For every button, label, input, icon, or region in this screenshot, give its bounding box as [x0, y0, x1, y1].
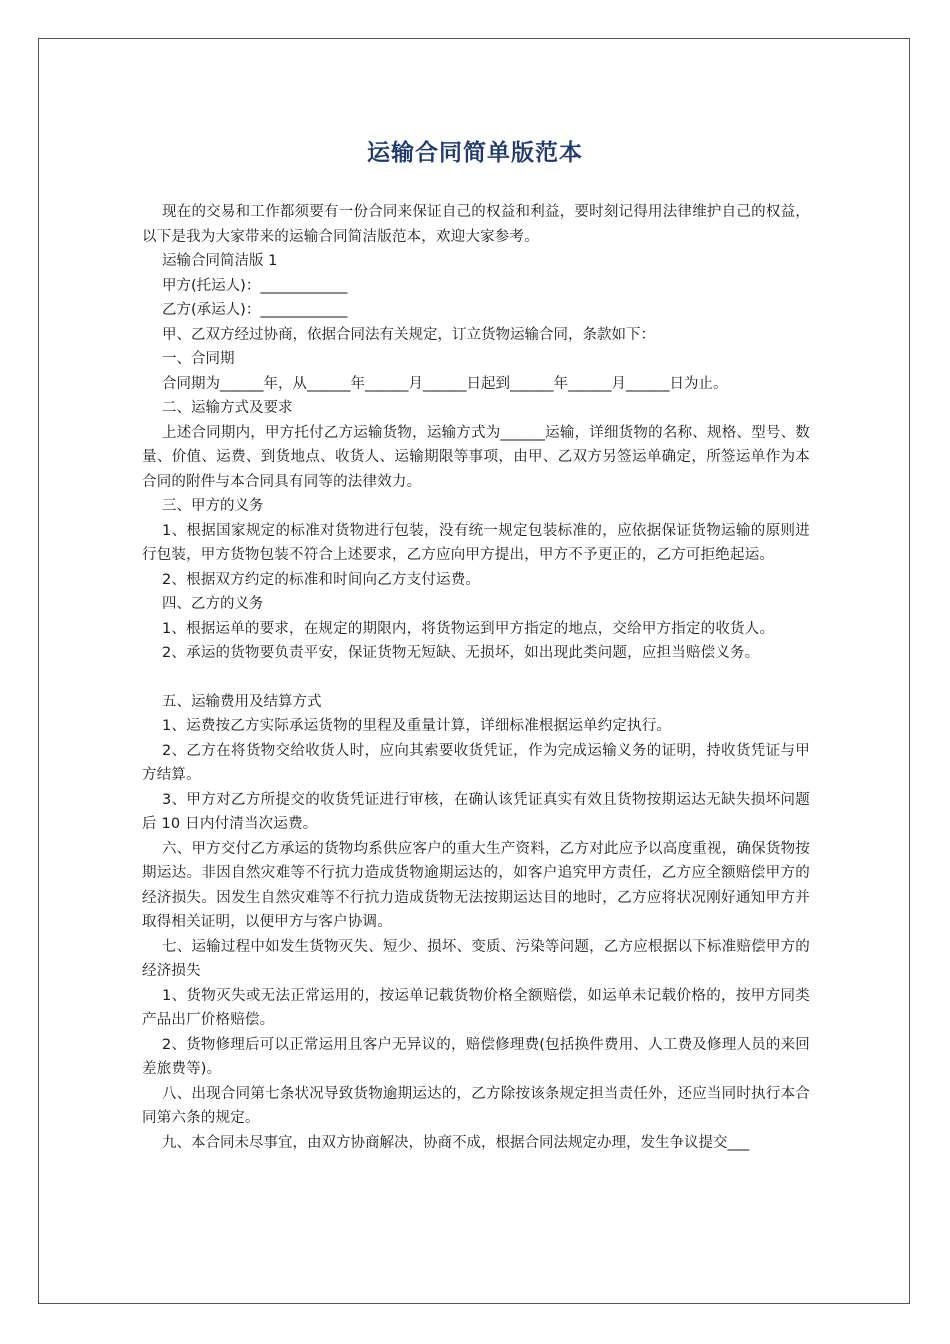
version-label: 运输合同简洁版 1 — [162, 253, 278, 269]
section-6: 六、甲方交付乙方承运的货物均系供应客户的重大生产资料，乙方对此应予以高度重视，确保货物按期运达。非因自然灾难等不行抗力造成货物逾期运达的，如客户追究甲方责任，乙方应全额赔偿甲方的经济损失。因发生自然灾难等不行抗力造成货物无法按期运达目的地时，乙方应将状况刚好通知甲方并取得相关证明，以便甲方与客户协调。 — [142, 840, 810, 930]
section-1-heading: 一、合同期 — [162, 351, 235, 367]
section-5-item-2: 2、乙方在将货物交给收货人时，应向其索要收货凭证，作为完成运输义务的证明，持收货凭证与甲方结算。 — [142, 742, 810, 783]
section-7-item-2: 2、货物修理后可以正常运用且客户无异议的，赔偿修理费(包括换件费用、人工费及修理人员的来回差旅费等)。 — [142, 1036, 810, 1077]
section-5-item-1: 1、运费按乙方实际承运货物的里程及重量计算，详细标准根据运单约定执行。 — [162, 718, 672, 734]
section-1-body: 合同期为______年，从______年______月______日起到______年______月______日为止。 — [162, 375, 728, 392]
section-3-item-1: 1、根据国家规定的标准对货物进行包装，没有统一规定包装标准的，应依据保证货物运输的原则进行包装，甲方货物包装不符合上述要求，乙方应向甲方提出，甲方不予更正的，乙方可拒绝起运。 — [142, 522, 810, 563]
section-7-item-1: 1、货物灭失或无法正常运用的，按运单记载货物价格全额赔偿，如运单未记载价格的，按甲方同类产品出厂价格赔偿。 — [142, 987, 810, 1028]
section-5-heading: 五、运输费用及结算方式 — [162, 693, 322, 710]
section-9: 九、本合同未尽事宜，由双方协商解决，协商不成，根据合同法规定办理，发生争议提交___ — [162, 1134, 750, 1151]
section-3-item-2: 2、根据双方约定的标准和时间向乙方支付运费。 — [162, 571, 481, 588]
spacer — [142, 666, 810, 690]
section-4-item-1: 1、根据运单的要求，在规定的期限内，将货物运到甲方指定的地点，交给甲方指定的收货人。 — [162, 620, 775, 637]
preamble: 甲、乙双方经过协商，依据合同法有关规定，订立货物运输合同，条款如下： — [162, 326, 655, 343]
section-2-body: 上述合同期内，甲方托付乙方运输货物，运输方式为______运输，详细货物的名称、规格、型号、数量、价值、运费、到货地点、收货人、运输期限等事项，由甲、乙双方另签运单确定，所签运单作为本合同的附件与本合同具有同等的法律效力。 — [142, 424, 810, 490]
section-7: 七、运输过程中如发生货物灭失、短少、损坏、变质、污染等问题，乙方应根据以下标准赔偿甲方的经济损失 — [142, 938, 810, 979]
document-body — [142, 200, 810, 1155]
document-title: 运输合同简单版范本 — [367, 140, 583, 166]
party-b-line: 乙方(承运人)：____________ — [162, 302, 348, 318]
section-2-heading: 二、运输方式及要求 — [162, 400, 293, 416]
section-4-heading: 四、乙方的义务 — [162, 596, 264, 612]
section-5-item-3: 3、甲方对乙方所提交的收货凭证进行审核，在确认该凭证真实有效且货物按期运达无缺失损坏问题后 10 日内付清当次运费。 — [142, 791, 810, 832]
section-8: 八、出现合同第七条状况导致货物逾期运达的，乙方除按该条规定担当责任外，还应当同时执行本合同第六条的规定。 — [142, 1085, 810, 1126]
party-a-line: 甲方(托运人)：____________ — [162, 277, 348, 294]
intro-paragraph: 现在的交易和工作都须要有一份合同来保证自己的权益和利益，要时刻记得用法律维护自己的权益，以下是我为大家带来的运输合同简洁版范本，欢迎大家参考。 — [142, 204, 810, 245]
section-3-heading: 三、甲方的义务 — [162, 498, 264, 514]
section-4-item-2: 2、承运的货物要负责平安，保证货物无短缺、无损坏，如出现此类问题，应担当赔偿义务。 — [162, 645, 760, 661]
